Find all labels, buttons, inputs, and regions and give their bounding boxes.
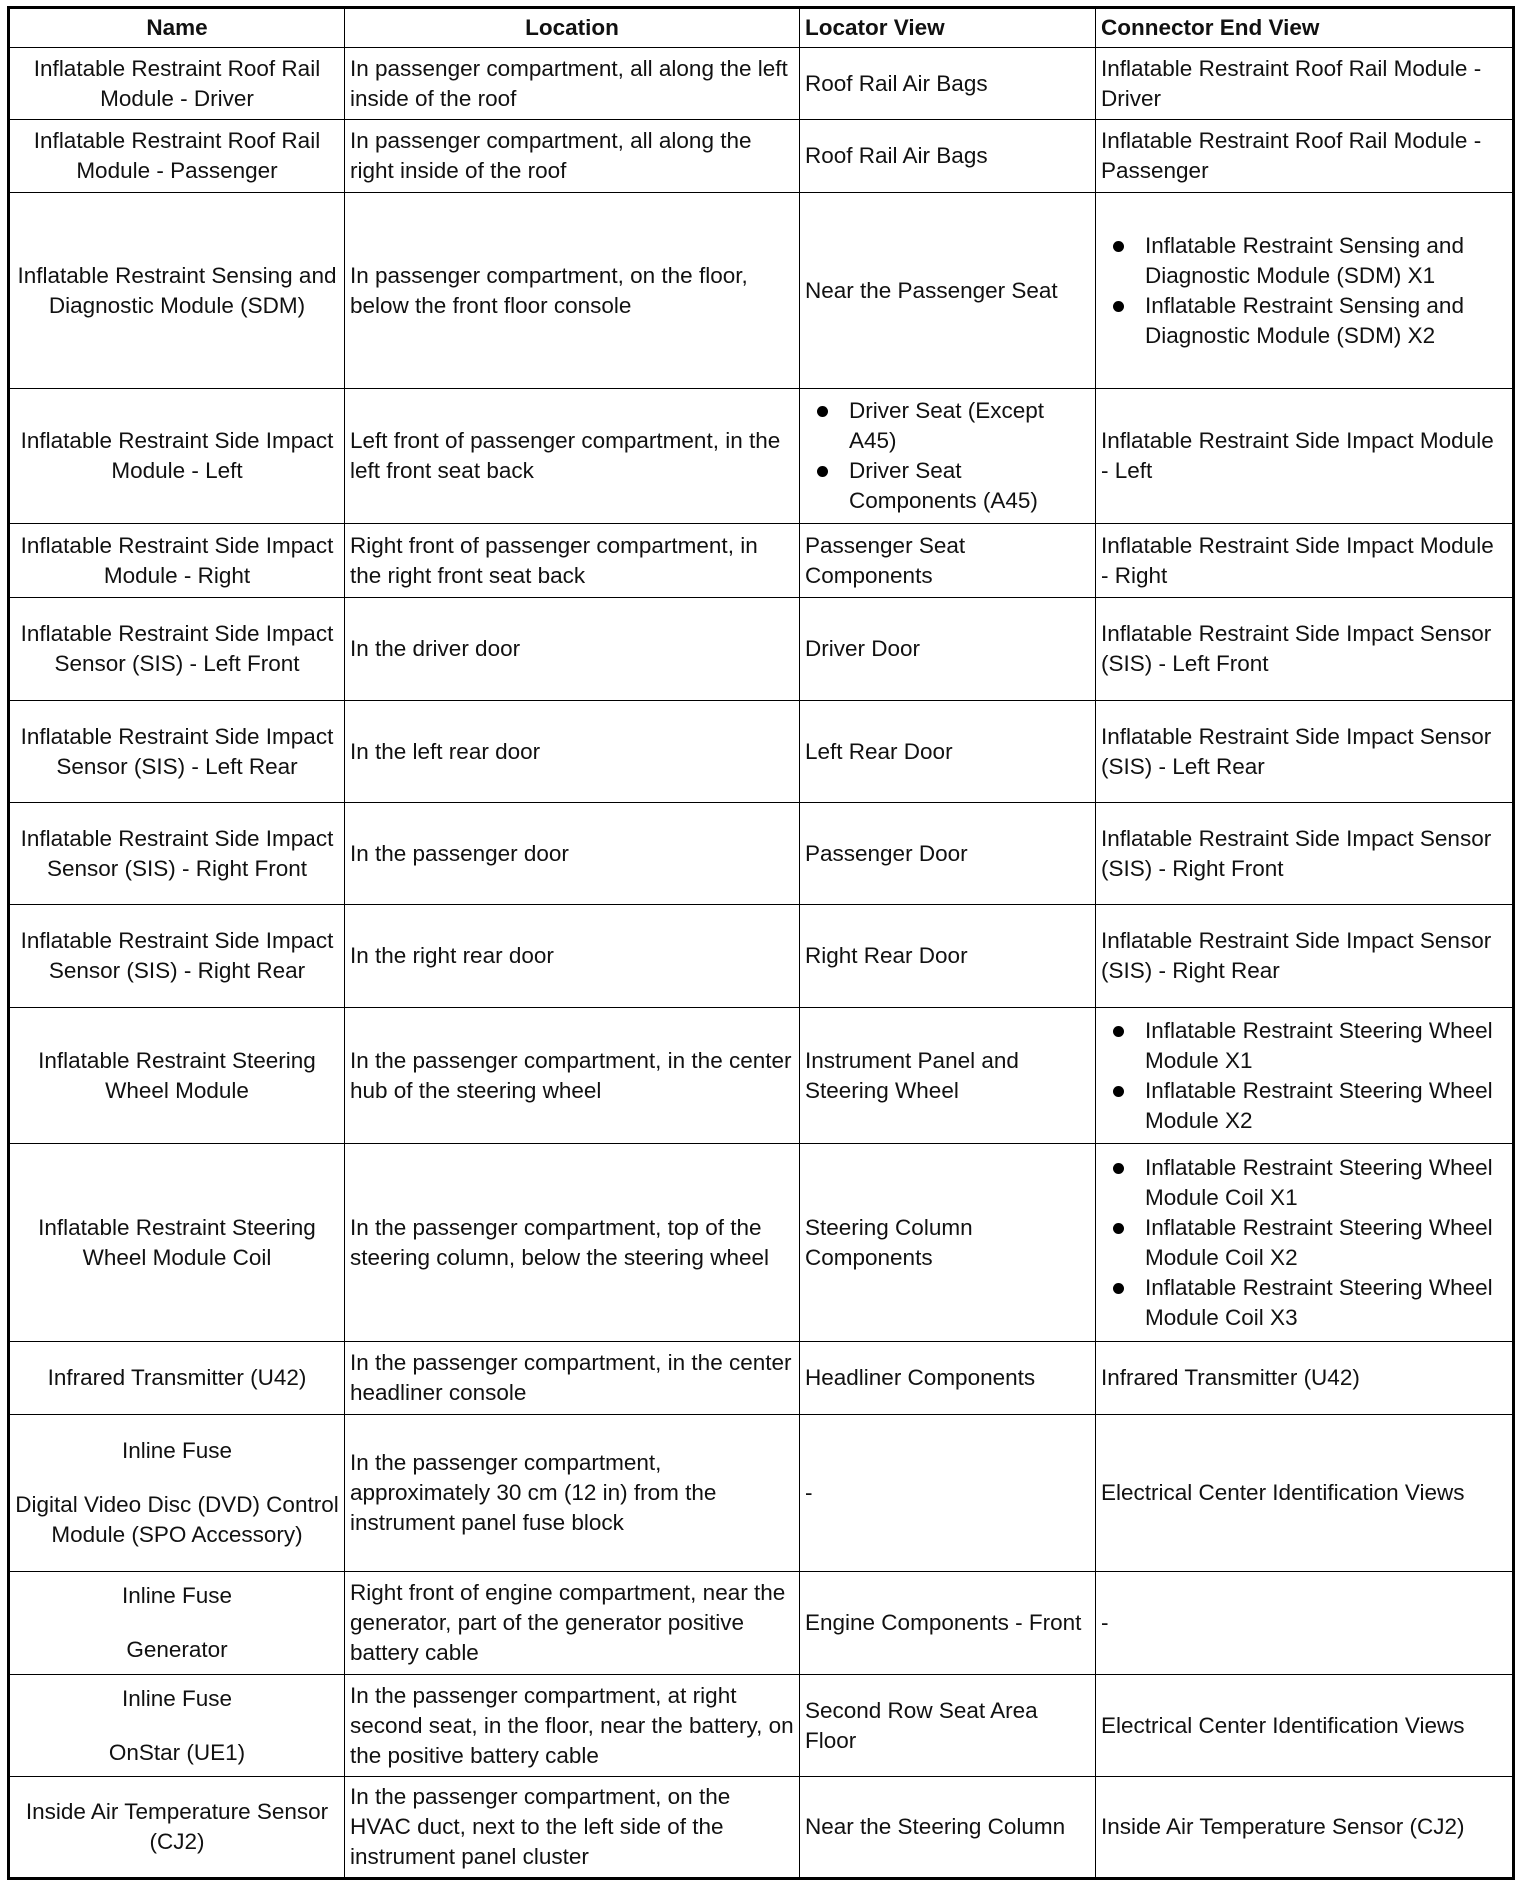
locator-link[interactable]: Near the Passenger Seat	[805, 277, 1058, 303]
locator-link[interactable]: Passenger Seat Components	[805, 532, 966, 588]
component-locator-table	[7, 6, 1515, 1880]
cell-location: In passenger compartment, all along the right inside of the roof	[345, 120, 800, 193]
cell-connector	[1096, 701, 1514, 803]
locator-link[interactable]: Instrument Panel and Steering Wheel	[805, 1047, 1019, 1103]
name-text: Infrared Transmitter (U42)	[47, 1365, 307, 1390]
cell-name	[9, 524, 345, 598]
table-row	[9, 1777, 1514, 1879]
locator-link[interactable]: Roof Rail Air Bags	[805, 70, 988, 96]
cell-locator	[800, 1675, 1096, 1777]
cell-name	[9, 701, 345, 803]
cell-locator	[800, 803, 1096, 905]
locator-link[interactable]: Driver Seat Components (A45)	[849, 456, 1090, 516]
name-text: Inline Fuse	[121, 1685, 233, 1711]
table-row	[9, 48, 1514, 120]
cell-location: In the passenger compartment, in the center hub of the steering wheel	[345, 1008, 800, 1144]
cell-location: In the right rear door	[345, 905, 800, 1008]
header-name: Name	[9, 8, 345, 48]
name-text: Inline Fuse	[121, 1438, 233, 1463]
cell-name	[9, 1342, 345, 1415]
header-connector-end-view: Connector End View	[1096, 8, 1514, 48]
name-text: OnStar (UE1)	[108, 1739, 246, 1765]
cell-location: Left front of passenger compartment, in the left front seat back	[345, 389, 800, 524]
header-locator-view: Locator View	[800, 8, 1096, 48]
cell-connector	[1096, 905, 1514, 1008]
name-text: Digital Video Disc (DVD) Control Module (SPO Accessory)	[15, 1492, 339, 1547]
cell-location: In passenger compartment, all along the left inside of the roof	[345, 48, 800, 120]
name-text: Inflatable Restraint Roof Rail Module - Passenger	[33, 128, 321, 183]
name-text: Inside Air Temperature Sensor (CJ2)	[25, 1799, 329, 1854]
name-text: Inflatable Restraint Roof Rail Module - Driver	[33, 55, 321, 111]
cell-name	[9, 120, 345, 193]
name-text: Inflatable Restraint Side Impact Sensor (SIS) - Left Front	[20, 621, 334, 676]
table-row	[9, 1144, 1514, 1342]
cell-locator	[800, 598, 1096, 701]
locator-link[interactable]: Second Row Seat Area Floor	[805, 1697, 1038, 1753]
locator-link[interactable]: Driver Seat (Except A45)	[849, 396, 1090, 456]
connector-link[interactable]: Inflatable Restraint Steering Wheel Module X2	[1145, 1076, 1507, 1136]
connector-list	[1101, 231, 1507, 351]
cell-name	[9, 1008, 345, 1144]
cell-connector	[1096, 193, 1514, 389]
table-row	[9, 1572, 1514, 1675]
cell-connector	[1096, 1675, 1514, 1777]
cell-connector	[1096, 1777, 1514, 1879]
locator-link[interactable]: Right Rear Door	[805, 943, 968, 968]
cell-connector	[1096, 1008, 1514, 1144]
connector-link[interactable]: Inflatable Restraint Side Impact Module - Right	[1101, 532, 1494, 588]
name-text: Inflatable Restraint Side Impact Module - Right	[20, 532, 334, 588]
cell-locator	[800, 701, 1096, 803]
cell-connector	[1096, 1144, 1514, 1342]
connector-link: -	[1101, 1610, 1109, 1635]
cell-location: In the passenger compartment, in the center headliner console	[345, 1342, 800, 1415]
cell-location: Right front of engine compartment, near the generator, part of the generator positive battery cable	[345, 1572, 800, 1675]
cell-locator	[800, 389, 1096, 524]
locator-link[interactable]: Driver Door	[805, 636, 921, 661]
cell-connector	[1096, 120, 1514, 193]
cell-name	[9, 1777, 345, 1879]
connector-link[interactable]: Inflatable Restraint Roof Rail Module - Driver	[1101, 55, 1482, 111]
name-text: Inflatable Restraint Side Impact Sensor (SIS) - Left Rear	[20, 723, 334, 779]
name-text: Inflatable Restraint Side Impact Module - Left	[20, 428, 334, 483]
table-row	[9, 905, 1514, 1008]
cell-connector	[1096, 1415, 1514, 1572]
connector-link[interactable]: Inflatable Restraint Sensing and Diagnostic Module (SDM) X2	[1145, 291, 1507, 351]
cell-connector	[1096, 389, 1514, 524]
table-row	[9, 803, 1514, 905]
locator-link[interactable]: Near the Steering Column	[805, 1814, 1066, 1839]
cell-locator	[800, 1572, 1096, 1675]
connector-link[interactable]: Inflatable Restraint Side Impact Sensor (SIS) - Right Rear	[1101, 928, 1492, 983]
cell-connector	[1096, 1572, 1514, 1675]
cell-location: In the passenger compartment, approximately 30 cm (12 in) from the instrument panel fuse block	[345, 1415, 800, 1572]
connector-link[interactable]: Inflatable Restraint Steering Wheel Module Coil X1	[1145, 1153, 1507, 1213]
cell-location: In the passenger compartment, at right second seat, in the floor, near the battery, on the positive battery cable	[345, 1675, 800, 1777]
cell-name	[9, 1144, 345, 1342]
cell-connector	[1096, 524, 1514, 598]
cell-locator	[800, 120, 1096, 193]
cell-location: In the driver door	[345, 598, 800, 701]
connector-link[interactable]: Inflatable Restraint Side Impact Sensor (SIS) - Right Front	[1101, 825, 1492, 881]
connector-link[interactable]: Electrical Center Identification Views	[1101, 1712, 1465, 1738]
cell-locator	[800, 1008, 1096, 1144]
connector-link[interactable]: Infrared Transmitter (U42)	[1101, 1365, 1360, 1390]
name-text: Inflatable Restraint Side Impact Sensor (SIS) - Right Rear	[20, 928, 334, 983]
cell-locator	[800, 905, 1096, 1008]
cell-locator	[800, 1777, 1096, 1879]
locator-link[interactable]: Left Rear Door	[805, 738, 953, 764]
connector-link[interactable]: Inflatable Restraint Steering Wheel Module Coil X2	[1145, 1213, 1507, 1273]
locator-list	[805, 396, 1090, 516]
name-text: Generator	[126, 1637, 228, 1662]
name-text: Inflatable Restraint Sensing and Diagnostic Module (SDM)	[17, 262, 337, 318]
name-text: Inflatable Restraint Steering Wheel Module	[38, 1047, 316, 1103]
locator-link: -	[805, 1480, 813, 1505]
name-text: Inflatable Restraint Steering Wheel Module Coil	[38, 1214, 316, 1270]
cell-location: In the left rear door	[345, 701, 800, 803]
cell-name	[9, 48, 345, 120]
cell-name	[9, 193, 345, 389]
connector-link[interactable]: Inflatable Restraint Steering Wheel Module Coil X3	[1145, 1273, 1507, 1333]
cell-locator	[800, 48, 1096, 120]
cell-locator	[800, 1342, 1096, 1415]
header-row	[9, 8, 1514, 48]
connector-list	[1101, 1153, 1507, 1333]
connector-link[interactable]: Inflatable Restraint Sensing and Diagnostic Module (SDM) X1	[1145, 231, 1507, 291]
cell-location: In the passenger compartment, top of the steering column, below the steering wheel	[345, 1144, 800, 1342]
cell-location: In passenger compartment, on the floor, below the front floor console	[345, 193, 800, 389]
locator-link[interactable]: Engine Components - Front	[805, 1610, 1082, 1635]
cell-connector	[1096, 48, 1514, 120]
cell-location: In the passenger compartment, on the HVAC duct, next to the left side of the instrument panel cluster	[345, 1777, 800, 1879]
connector-link[interactable]: Inside Air Temperature Sensor (CJ2)	[1101, 1814, 1465, 1839]
cell-connector	[1096, 803, 1514, 905]
table-row	[9, 1675, 1514, 1777]
connector-link[interactable]: Inflatable Restraint Steering Wheel Module X1	[1145, 1016, 1507, 1076]
locator-link[interactable]: Steering Column Components	[805, 1214, 973, 1270]
cell-connector	[1096, 1342, 1514, 1415]
cell-locator	[800, 193, 1096, 389]
connector-link[interactable]: Inflatable Restraint Roof Rail Module - Passenger	[1101, 128, 1482, 183]
cell-name	[9, 1675, 345, 1777]
cell-location: In the passenger door	[345, 803, 800, 905]
cell-name	[9, 905, 345, 1008]
connector-link[interactable]: Inflatable Restraint Side Impact Module - Left	[1101, 428, 1494, 483]
cell-locator	[800, 1144, 1096, 1342]
cell-name	[9, 1415, 345, 1572]
cell-location: Right front of passenger compartment, in the right front seat back	[345, 524, 800, 598]
connector-link[interactable]: Electrical Center Identification Views	[1101, 1480, 1465, 1505]
table-row	[9, 120, 1514, 193]
locator-link[interactable]: Roof Rail Air Bags	[805, 143, 988, 168]
table-row	[9, 1415, 1514, 1572]
cell-name	[9, 389, 345, 524]
cell-locator	[800, 524, 1096, 598]
header-location: Location	[345, 8, 800, 48]
cell-locator	[800, 1415, 1096, 1572]
table-row	[9, 524, 1514, 598]
table-row	[9, 598, 1514, 701]
locator-link[interactable]: Headliner Components	[805, 1365, 1036, 1390]
table-row	[9, 193, 1514, 389]
cell-name	[9, 1572, 345, 1675]
connector-link[interactable]: Inflatable Restraint Side Impact Sensor (SIS) - Left Rear	[1101, 723, 1492, 779]
table-row	[9, 701, 1514, 803]
cell-name	[9, 803, 345, 905]
cell-connector	[1096, 598, 1514, 701]
connector-link[interactable]: Inflatable Restraint Side Impact Sensor (SIS) - Left Front	[1101, 621, 1492, 676]
table-row	[9, 1008, 1514, 1144]
name-text: Inline Fuse	[121, 1583, 233, 1608]
table-row	[9, 389, 1514, 524]
name-text: Inflatable Restraint Side Impact Sensor (SIS) - Right Front	[20, 825, 334, 881]
cell-name	[9, 598, 345, 701]
table-row	[9, 1342, 1514, 1415]
connector-list	[1101, 1016, 1507, 1136]
locator-link[interactable]: Passenger Door	[805, 840, 968, 866]
